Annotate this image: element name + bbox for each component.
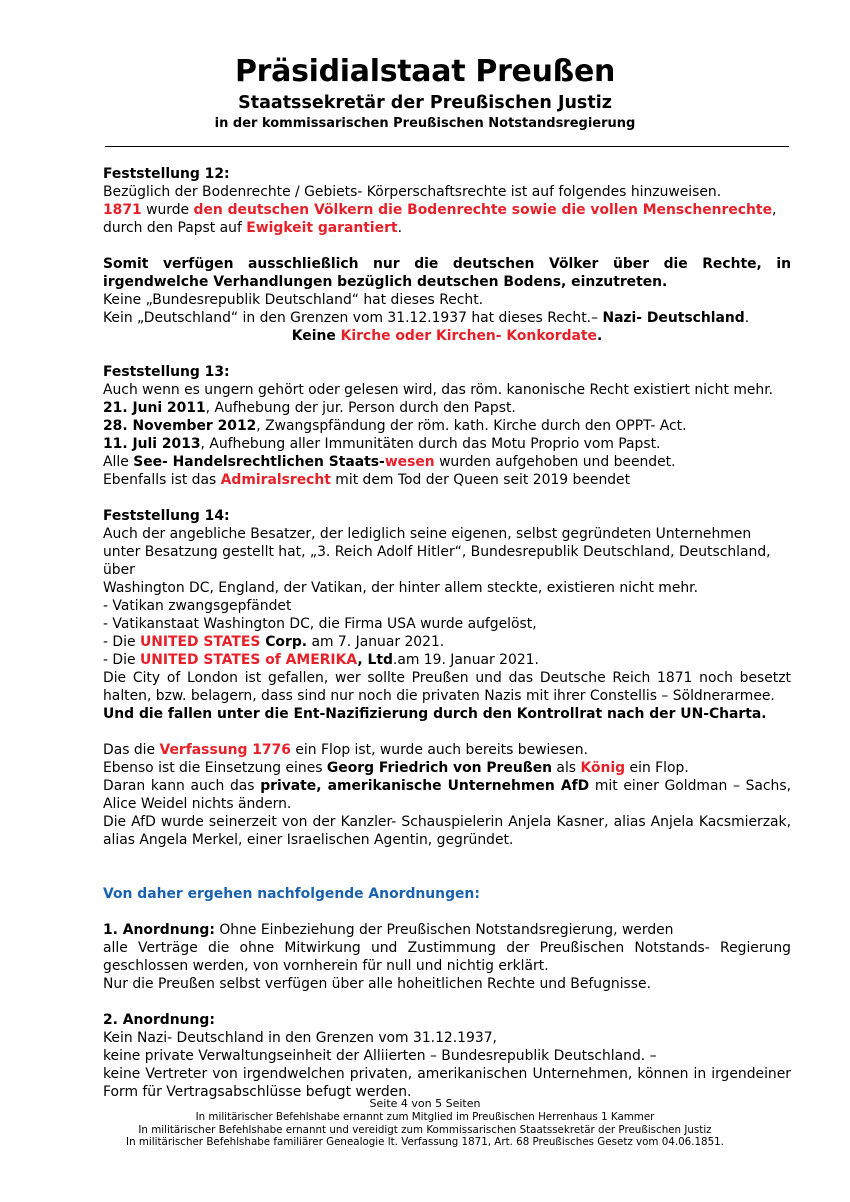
section-feststellung-14 (103, 507, 791, 723)
bold-text: Corp. (260, 634, 308, 650)
highlight-text: wesen (384, 454, 435, 470)
text-span: - Die (103, 652, 140, 668)
text-span: . (596, 328, 603, 344)
highlight-text: König (580, 760, 626, 776)
section-heading: Feststellung 12: (103, 166, 230, 182)
paragraph-line (103, 417, 791, 435)
section-anordnungen (103, 885, 791, 1101)
paragraph-line: Washington DC, England, der Vatikan, der hinter allem steckte, existieren nicht mehr. (103, 580, 699, 596)
paragraph (103, 777, 791, 813)
text-span: . (744, 310, 750, 326)
date-text: 21. Juni 2011 (103, 400, 206, 416)
section-verfassung (103, 741, 791, 849)
list-item (103, 651, 791, 669)
text-span: ein Flop. (625, 760, 689, 776)
paragraph-line (103, 201, 791, 219)
anordnung-label: 2. Anordnung: (103, 1012, 215, 1028)
paragraph-line (103, 309, 791, 327)
paragraph-line (103, 399, 791, 417)
paragraph-line (103, 741, 791, 759)
text-span: Ebenfalls ist das (103, 472, 221, 488)
highlight-text: Admiralsrecht (220, 472, 331, 488)
footer-line: In militärischer Befehlshabe ernannt zum Mitglied im Preußischen Herrenhaus 1 Kammer (195, 1111, 655, 1123)
text-span: mit einer Goldman – Sachs, Alice Weidel nichts ändern. (103, 778, 791, 812)
page-number: Seite 4 von 5 Seiten (369, 1097, 481, 1110)
text-span: Kein „Deutschland“ in den Grenzen vom 31.12.1937 hat dieses Recht.– (103, 310, 603, 326)
section-feststellung-12 (103, 165, 791, 345)
bold-text: , Ltd (357, 652, 393, 668)
list-item: - Vatikan zwangsgepfändet (103, 598, 292, 614)
highlight-text: den deutschen Völkern die Bodenrechte sowie die vollen Menschenrechte (193, 202, 772, 218)
text-span: Ebenso ist die Einsetzung eines (103, 760, 327, 776)
text-span: , Zwangspfändung der röm. kath. Kirche durch den OPPT- Act. (256, 418, 687, 434)
text-span: , Aufhebung aller Immunitäten durch das Motu Proprio vom Papst. (200, 436, 661, 452)
anordnung-label: 1. Anordnung: (103, 922, 215, 938)
section-heading: Feststellung 13: (103, 364, 230, 380)
list-item: - Vatikanstaat Washington DC, die Firma USA wurde aufgelöst, (103, 616, 537, 632)
text-span: - Die (103, 634, 140, 650)
section-heading: Feststellung 14: (103, 508, 230, 524)
paragraph: alle Verträge die ohne Mitwirkung und Zustimmung der Preußischen Notstands- Regierung geschlossen werden, von vornherein für null und nichtig erklärt. (103, 940, 791, 974)
paragraph-line (103, 219, 791, 237)
paragraph-line (103, 759, 791, 777)
paragraph-line: Nur die Preußen selbst verfügen über alle hoheitlichen Rechte und Befugnisse. (103, 976, 651, 992)
header-divider (105, 146, 789, 147)
date-text: 11. Juli 2013 (103, 436, 201, 452)
bold-paragraph: Und die fallen unter die Ent-Nazifizierung durch den Kontrollrat nach der UN-Charta. (103, 706, 767, 722)
highlight-text: 1871 (103, 202, 142, 218)
paragraph-line: Auch der angebliche Besatzer, der lediglich seine eigenen, selbst gegründeten Unternehmen (103, 526, 752, 542)
text-span: . (397, 220, 402, 236)
bold-paragraph: Somit verfügen ausschließlich nur die deutschen Völker über die Rechte, in irgendwelche Verhandlungen bezüglich deutschen Bodens, einzutreten. (103, 256, 791, 290)
section-feststellung-13 (103, 363, 791, 489)
text-span: wurde (141, 202, 194, 218)
text-span: ein Flop ist, wurde auch bereits bewiesen. (290, 742, 588, 758)
text-span: , Aufhebung der jur. Person durch den Papst. (205, 400, 516, 416)
page-title: Präsidialstaat Preußen (234, 54, 616, 89)
paragraph: keine Vertreter von irgendwelchen privaten, amerikanischen Unternehmen, können in irgendeiner Form für Vertragsabschlüsse befugt werden. (103, 1066, 791, 1100)
paragraph-line (103, 471, 791, 489)
centered-line (103, 327, 791, 345)
page-subtitle: Staatssekretär der Preußischen Justiz (238, 93, 612, 113)
text-span: Daran kann auch das (103, 778, 261, 794)
text-span: mit dem Tod der Queen seit 2019 beendet (330, 472, 631, 488)
highlight-text: Ewigkeit garantiert (246, 220, 398, 236)
paragraph-line: Keine „Bundesrepublik Deutschland“ hat dieses Recht. (103, 292, 484, 308)
highlight-text: UNITED STATES of AMERIKA (139, 652, 358, 668)
paragraph-line (103, 921, 791, 939)
bold-text: private, amerikanische Unternehmen AfD (260, 778, 590, 794)
text-span: durch den Papst auf (103, 220, 247, 236)
date-text: 28. November 2012 (103, 418, 257, 434)
footer-line: In militärischer Befehlshabe ernannt und vereidigt zum Kommissarischen Staatssekretär der Preußischen Justiz (138, 1123, 712, 1136)
text-span: als (552, 760, 581, 776)
bold-text: Nazi- Deutschland (602, 310, 745, 326)
paragraph-line: keine private Verwaltungseinheit der Alliierten – Bundesrepublik Deutschland. – (103, 1048, 657, 1064)
page-subsubtitle: in der kommissarischen Preußischen Notstandsregierung (214, 116, 636, 131)
paragraph: Die AfD wurde seinerzeit von der Kanzler- Schauspielerin Anjela Kasner, alias Anjela Kacsmierzak, alias Angela Merkel, einer Israelischen Agentin, gegründet. (103, 814, 791, 848)
text-span: Ohne Einbeziehung der Preußischen Notstandsregierung, werden (214, 922, 674, 938)
text-span: wurden aufgehoben und beendet. (434, 454, 676, 470)
page-footer (0, 1097, 850, 1149)
paragraph-line: Auch wenn es ungern gehört oder gelesen wird, das röm. kanonische Recht existiert nicht mehr. (103, 382, 774, 398)
text-span: Alle (103, 454, 134, 470)
text-span: Das die (103, 742, 160, 758)
paragraph-line (103, 453, 791, 471)
paragraph-line: Kein Nazi- Deutschland in den Grenzen vom 31.12.1937, (103, 1030, 497, 1046)
text-span: , (772, 202, 777, 218)
bold-text: See- Handelsrechtlichen Staats- (133, 454, 385, 470)
bold-text: Georg Friedrich von Preußen (326, 760, 553, 776)
document-body (103, 165, 791, 1101)
paragraph-line (103, 435, 791, 453)
text-span: .am 19. Januar 2021. (392, 652, 539, 668)
list-item (103, 633, 791, 651)
text-span: Keine (291, 328, 341, 344)
highlight-text: UNITED STATES (139, 634, 261, 650)
text-span: am 7. Januar 2021. (307, 634, 445, 650)
paragraph: Die City of London ist gefallen, wer sollte Preußen und das Deutsche Reich 1871 noch besetzt halten, bzw. belagern, dass sind nur noch die privaten Nazis mit ihrer Constellis – Söldnerarmee. (103, 670, 791, 704)
highlight-text: Kirche oder Kirchen- Konkordate (340, 328, 597, 344)
footer-line: In militärischer Befehlshabe familiärer Genealogie lt. Verfassung 1871, Art. 68 Preußisches Gesetz vom 04.06.1851. (126, 1136, 724, 1149)
highlight-text: Verfassung 1776 (159, 742, 291, 758)
paragraph-line: unter Besatzung gestellt hat, „3. Reich Adolf Hitler“, Bundesrepublik Deutschland, Deutschland, über (103, 544, 771, 578)
paragraph-line: Bezüglich der Bodenrechte / Gebiets- Körperschaftsrechte ist auf folgendes hinzuweisen. (103, 184, 722, 200)
section-heading-blue: Von daher ergehen nachfolgende Anordnungen: (103, 886, 480, 902)
